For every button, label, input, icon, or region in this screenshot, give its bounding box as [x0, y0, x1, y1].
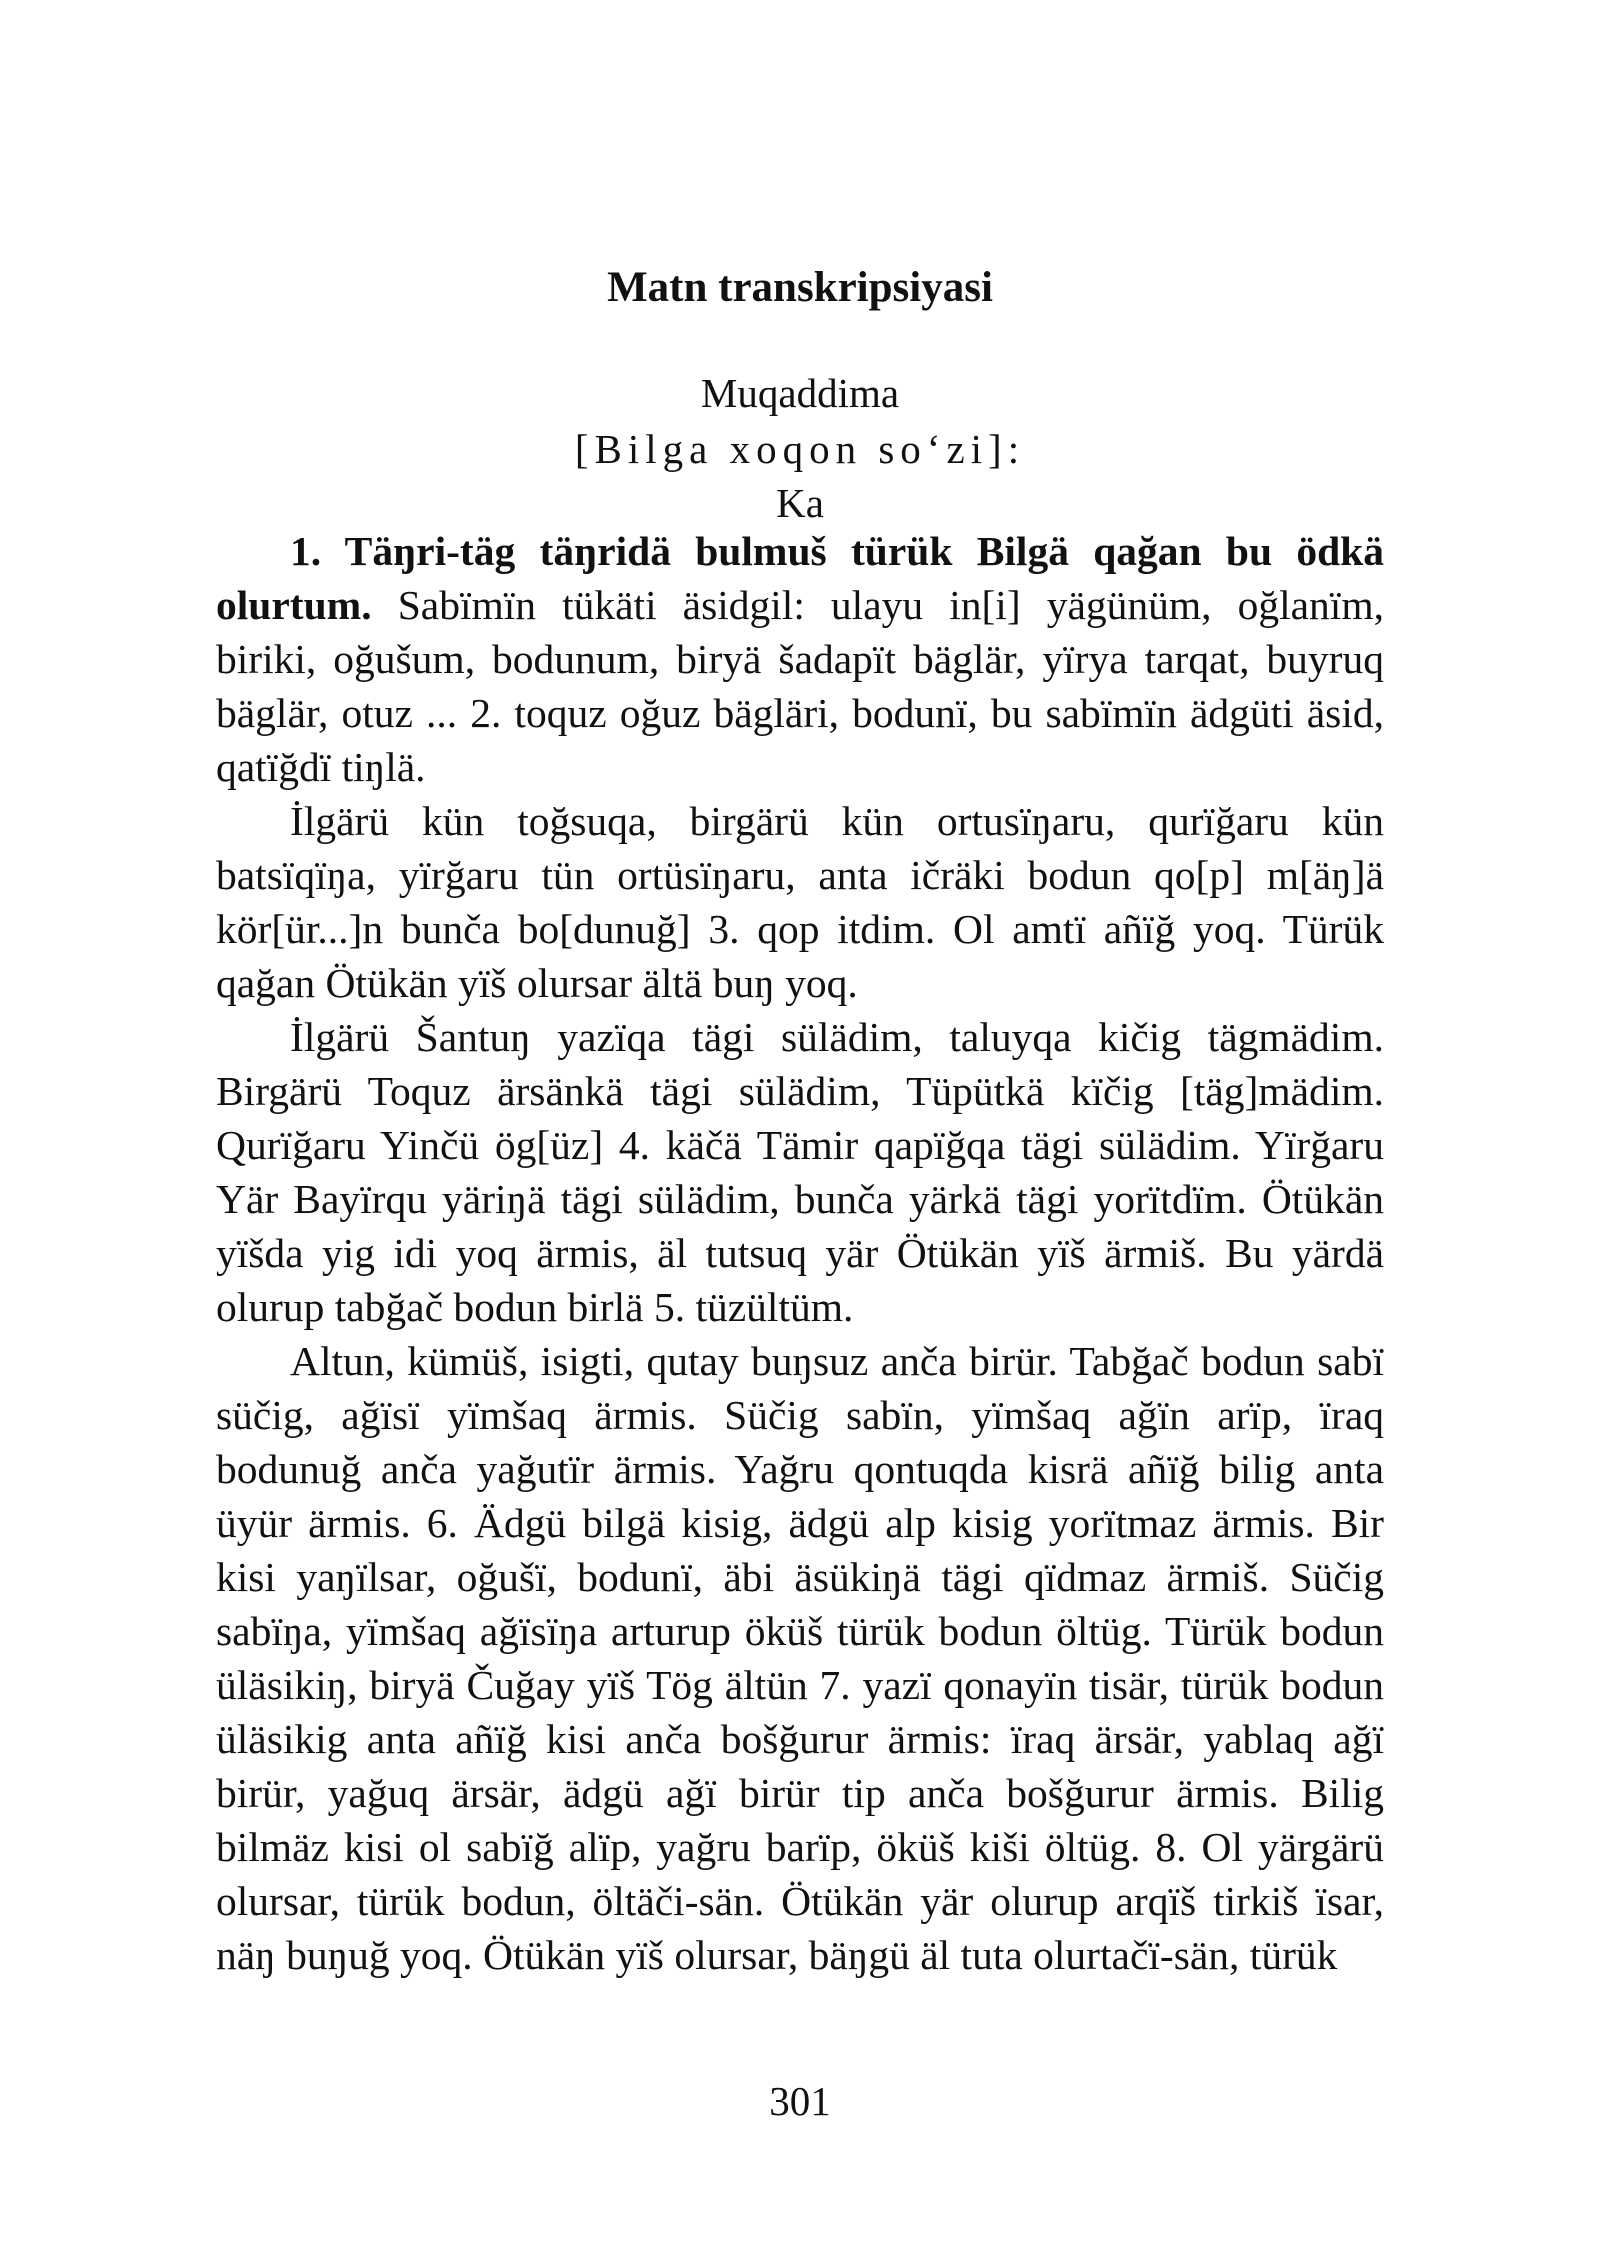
- body-text: [216, 524, 1384, 1982]
- section-subtitle: Muqaddima: [700, 370, 900, 416]
- paragraph-text: Sabïmïn tükäti äsidgil: ulayu in[i] yägünüm, oğlanïm, biriki, oğušum, bodunum, biryä šadapït bäglär, yïrya tarqat, buyruq bäglär, otuz ... 2. toquz oğuz bägläri, bodunï, bu sabïmïn ädgüti äsid, qatïğdï tiŋlä.: [216, 582, 1384, 790]
- paragraph-text: İlgärü kün toğsuqa, birgärü kün ortusïŋaru, qurïğaru kün batsïqïŋa, yïrğaru tün ortüsïŋaru, anta ičräki bodun qo[p] m[äŋ]ä kör[ür...]n bunča bo[dunuğ] 3. qop itdim. Ol amtï añïğ yoq. Türük qağan Ötükän yïš olursar ältä buŋ yoq.: [216, 798, 1384, 1006]
- section-mark: Ka: [776, 480, 824, 526]
- paragraph: [216, 1334, 1384, 1982]
- page-title: Matn transkripsiyasi: [607, 264, 993, 311]
- paragraph: [216, 1010, 1384, 1334]
- paragraph: [216, 524, 1384, 794]
- paragraph-bold-lead: 1. Täŋri-täg täŋridä bulmuš türük Bilgä qağan bu ödkä olurtum.: [216, 528, 1384, 628]
- paragraph: [216, 794, 1384, 1010]
- paragraph-text: Altun, kümüš, isigti, qutay buŋsuz anča birür. Tabğač bodun sabï süčig, ağïsï yïmšaq ärmis. Süčig sabïn, yïmšaq ağïn arïp, ïraq bodunuğ anča yağutïr ärmis. Yağru qontuqda kisrä añïğ bilig anta üyür ärmis. 6. Ädgü bilgä kisig, ädgü alp kisig yorïtmaz ärmis. Bir kisi yaŋïlsar, oğušï, bodunï, äbi äsükiŋä tägi qïdmaz ärmiš. Süčig sabïŋa, yïmšaq ağïsïŋa arturup öküš türük bodun öltüg. Türük bodun üläsikiŋ, biryä Čuğay yïš Tög ältün 7. yazï qonayïn tisär, türük bodun üläsikig anta añïğ kisi anča bošğurur ärmis: ïraq ärsär, yablaq ağï birür, yağuq ärsär, ädgü ağï birür tip anča bošğurur ärmis. Bilig bilmäz kisi ol sabïğ alïp, yağru barïp, öküš kiši öltüg. 8. Ol yärgärü olursar, türük bodun, öltäči-sän. Ötükän yär olurup arqïš tirkiš ïsar, näŋ buŋuğ yoq. Ötükän yïš olursar, bäŋgü äl tuta olurtačï-sän, türük: [216, 1338, 1384, 1978]
- paragraph-text: İlgärü Šantuŋ yazïqa tägi sülädim, taluyqa kičig tägmädim. Birgärü Toquz ärsänkä tägi sülädim, Tüpütkä kïčig [täg]mädim. Qurïğaru Yinčü ög[üz] 4. käčä Tämir qapïğqa tägi sülädim. Yïrğaru Yär Bayïrqu yäriŋä tägi sülädim, bunča yärkä tägi yorïtdïm. Ötükän yïšda yig idi yoq ärmis, äl tutsuq yär Ötükän yïš ärmiš. Bu yärdä olurup tabğač bodun birlä 5. tüzültüm.: [216, 1014, 1384, 1330]
- page-number: 301: [769, 2078, 831, 2124]
- speech-header: [Bilga xoqon so‘zi]:: [574, 426, 1026, 472]
